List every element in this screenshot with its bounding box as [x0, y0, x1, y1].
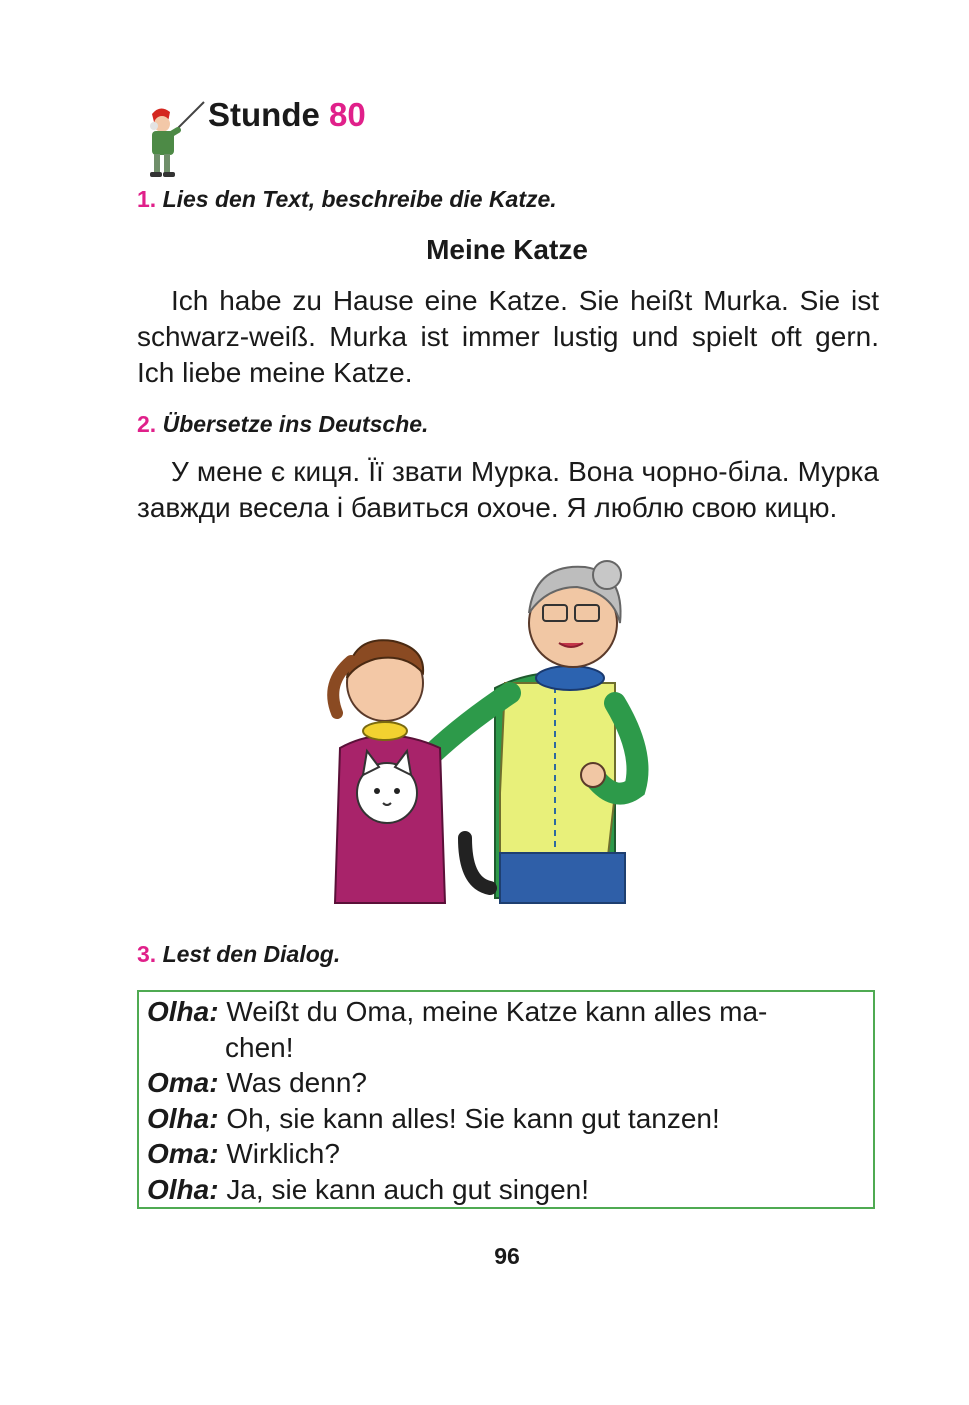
lesson-number: 80 [329, 96, 366, 133]
dialog-line [147, 1101, 865, 1137]
dialog-speaker: Olha: [147, 996, 219, 1027]
task-1-instruction: Lies den Text, beschreibe die Katze. [162, 186, 557, 212]
task-2-number: 2. [137, 411, 157, 437]
task-3-instruction: Lest den Dialog. [162, 941, 341, 967]
story-title: Meine Katze [426, 234, 588, 265]
translation-text-block [137, 454, 879, 526]
task-3-number: 3. [137, 941, 157, 967]
girl-with-cat-and-grandmother-illustration [315, 553, 700, 908]
dialog-line [147, 1172, 865, 1208]
lesson-title-word: Stunde [208, 96, 320, 133]
dialog-text: Oh, sie kann alles! Sie kann gut tanzen! [218, 1102, 720, 1134]
translation-text: У мене є киця. Її звати Мурка. Вона чорно-біла. Мурка завжди весела і бавиться охоче. Я люблю свою кицю. [137, 456, 879, 523]
dialog-line [147, 994, 865, 1030]
dialog-speaker: Oma: [147, 1067, 219, 1098]
story-text-block [137, 283, 879, 391]
dialog-line-continuation: chen! [225, 1031, 294, 1063]
story-text: Ich habe zu Hause eine Katze. Sie heißt Murka. Sie ist schwarz-weiß. Murka ist immer lustig und spielt oft gern. Ich liebe meine Katze. [137, 285, 879, 388]
dialog-line [147, 1065, 865, 1101]
dialog-text: Weißt du Oma, meine Katze kann alles ma- [218, 996, 768, 1027]
task-3-heading [137, 941, 340, 968]
dialog-speaker: Oma: [147, 1138, 219, 1169]
lesson-title [208, 96, 366, 134]
task-2-instruction: Übersetze ins Deutsche. [162, 411, 429, 437]
dialog-box [137, 990, 875, 1209]
dialog-text: Wirklich? [218, 1138, 340, 1169]
task-1-heading [137, 186, 557, 213]
dialog-speaker: Olha: [147, 1173, 219, 1205]
dialog-line [147, 1136, 865, 1172]
dialog-text: Ja, sie kann auch gut singen! [218, 1173, 590, 1205]
teacher-with-pointer-icon [138, 100, 206, 178]
dialog-text: Was denn? [218, 1067, 367, 1098]
task-1-number: 1. [137, 186, 157, 212]
page-number: 96 [494, 1243, 520, 1269]
dialog-speaker: Olha: [147, 1102, 219, 1134]
task-2-heading [137, 411, 428, 438]
